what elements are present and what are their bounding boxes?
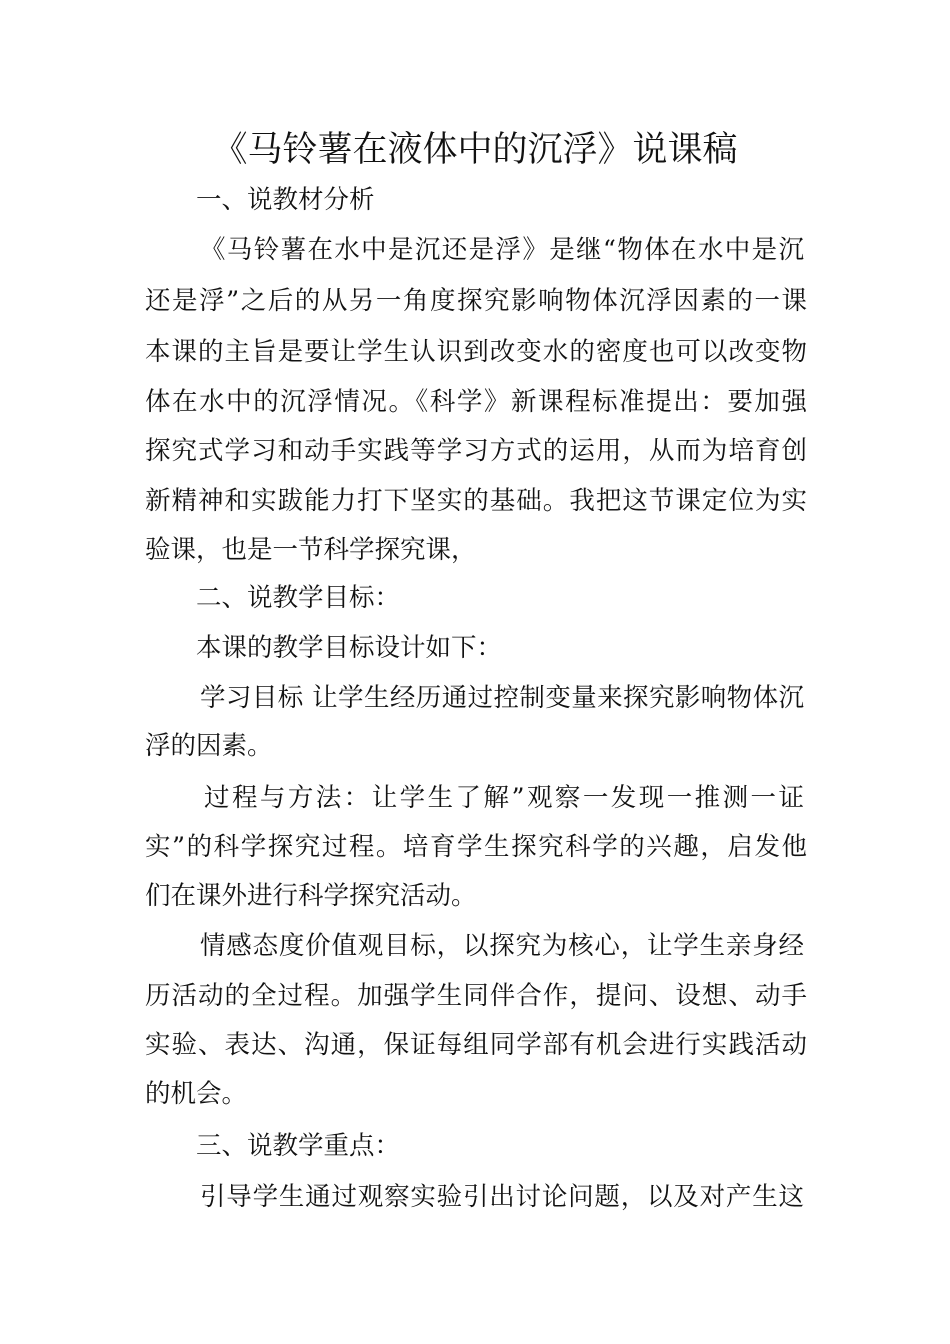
paragraph-line: 验课，也是一节科学探究课， [145, 535, 477, 565]
paragraph-line: 探究式学习和动手实践等学习方式的运用，从而为培育创 [145, 436, 807, 466]
paragraph-line: 实”的科学探究过程。培育学生探究科学的兴趣，启发他 [145, 832, 807, 862]
paragraph-line: 情感态度价值观目标，以探究为核心，让学生亲身经 [200, 931, 804, 961]
paragraph-line: 《马铃薯在水中是沉还是浮》是继“物体在水中是沉 [200, 235, 804, 265]
paragraph-line: 学习目标 让学生经历通过控制变量来探究影响物体沉 [200, 683, 804, 713]
paragraph-line: 们在课外进行科学探究活动。 [145, 881, 477, 911]
paragraph-line: 实验、表达、沟通，保证每组同学部有机会进行实践活动 [145, 1030, 807, 1060]
document-title: 《马铃薯在液体中的沉浮》说课稿 [212, 130, 738, 170]
paragraph-line: 历活动的全过程。加强学生同伴合作，提问、设想、动手 [145, 981, 807, 1011]
section-heading-teaching-objectives: 二、说教学目标： [196, 583, 401, 613]
paragraph-line: 浮的因素。 [145, 731, 273, 761]
paragraph-line: 新精神和实跋能力打下坚实的基础。我把这节课定位为实 [145, 486, 807, 516]
paragraph-line: 的机会。 [145, 1079, 248, 1109]
paragraph-line: 本课的教学目标设计如下： [196, 633, 503, 663]
paragraph-line: 体在水中的沉浮情况。《科学》新课程标准提出：要加强 [145, 387, 807, 417]
paragraph-line: 引导学生通过观察实验引出讨论问题，以及对产生这 [200, 1182, 804, 1212]
section-heading-teaching-focus: 三、说教学重点： [196, 1131, 401, 1161]
paragraph-line: 本课的主旨是要让学生认识到改变水的密度也可以改变物 [145, 337, 807, 367]
paragraph-line: 还是浮”之后的从另一角度探究影响物体沉浮因素的一课 [145, 286, 807, 316]
section-heading-textbook-analysis: 一、说教材分析 [196, 185, 375, 215]
paragraph-line: 过程与方法：让学生了解”观察一发现一推测一证 [204, 783, 804, 813]
